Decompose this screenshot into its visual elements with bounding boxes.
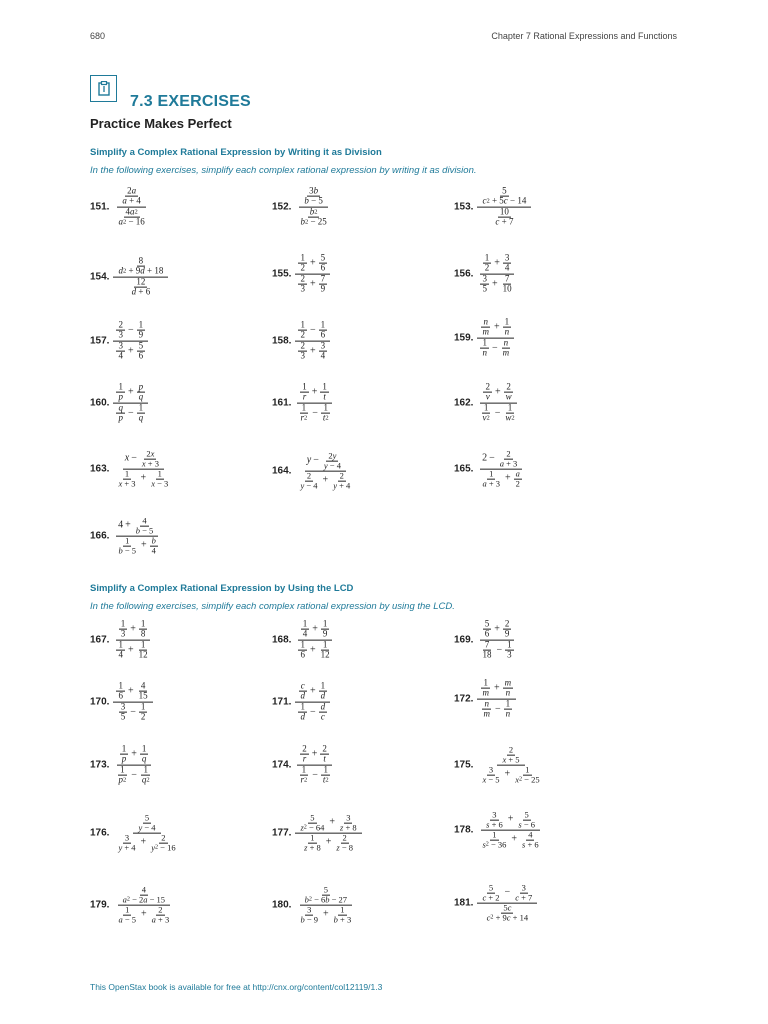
exercise-number: 153.: [454, 201, 474, 213]
expression: 5 c + 2 − 3 c + 7 5 c c 2 + 9 c + 14: [477, 884, 537, 923]
exercise: [90, 682, 154, 723]
exercise: [272, 886, 357, 925]
expression: 3 s + 6 + 5 s − 6 1 s 2 − 36 + 4 s + 6: [482, 809, 539, 850]
expression: $\frac{2}{v}$ + $\frac{2}{w}$ 1 v 2 − 1 w 2: [477, 383, 519, 424]
exercise-number: 151.: [90, 201, 110, 213]
exercise-number: 157.: [90, 335, 110, 347]
exercise: [272, 620, 336, 661]
exercise: [454, 450, 526, 489]
section-subtitle: Practice Makes Perfect: [90, 116, 232, 131]
part1-instruction: In the following exercises, simplify each complex rational expression by writing it as division.: [90, 165, 477, 176]
exercise-number: 178.: [454, 824, 474, 836]
exercise: [90, 814, 182, 853]
exercise: [272, 682, 331, 723]
exercise: [90, 745, 156, 786]
exercise-number: 181.: [454, 897, 474, 909]
exercise-number: 156.: [454, 268, 474, 280]
exercise-number: 170.: [90, 696, 110, 708]
part2-instruction: In the following exercises, simplify each complex rational expression by using the LCD.: [90, 601, 455, 612]
exercise: [90, 450, 174, 489]
exercise: [454, 318, 515, 359]
exercise-number: 158.: [272, 335, 292, 347]
exercise-number: 162.: [454, 397, 474, 409]
chapter-title: Chapter 7 Rational Expressions and Functions: [491, 31, 677, 41]
expression: 5 y − 4 3 y + 4 + 2 y 2 − 16: [118, 812, 176, 853]
exercise: [454, 811, 545, 850]
expression: $\frac{5}{6}$ + $\frac{2}{9}$ $\frac{7}{18}$ − $\frac{1}{3}$: [477, 620, 516, 661]
footer-note: This OpenStax book is available for free at http://cnx.org/content/col12119/1.3: [90, 982, 383, 992]
expression: 2 a a + 4 4 a 2 a 2 − 16: [118, 185, 145, 227]
exercise: [90, 187, 151, 228]
exercise-number: 173.: [90, 759, 110, 771]
exercise: [272, 254, 331, 295]
exercise: [454, 884, 538, 923]
exercise: [454, 679, 517, 720]
expression: 4 + 4 b − 5 1 b − 5 + $\frac{b}{4}$: [113, 517, 160, 556]
exercise: [272, 452, 356, 491]
exercise-number: 159.: [454, 332, 474, 344]
exercise: [272, 187, 333, 228]
page-number: 680: [90, 31, 106, 41]
exercise: [272, 745, 335, 786]
expression: 3 b b − 5 b 2 b 2 − 25: [300, 185, 327, 227]
exercise-number: 163.: [90, 463, 110, 475]
expression: $\frac{1}{2}$ + $\frac{5}{6}$ $\frac{2}{3}$ + $\frac{7}{9}$: [295, 254, 330, 295]
exercise: [454, 254, 518, 295]
expression: 5 c 2 + 5 c − 14 10 c + 7: [477, 187, 531, 228]
exercise: [90, 517, 162, 556]
part1-heading: Simplify a Complex Rational Expression by Writing it as Division: [90, 147, 382, 158]
expression: $\frac{1}{p}$ + $\frac{1}{q}$ 1 p 2 − 1 q 2: [118, 743, 150, 785]
exercises-icon: [90, 75, 117, 102]
exercise: [272, 383, 335, 424]
exercise: [454, 383, 521, 424]
exercise: [90, 383, 149, 424]
exercise: [90, 257, 169, 298]
exercise-number: 169.: [454, 634, 474, 646]
exercise-number: 167.: [90, 634, 110, 646]
exercise-number: 172.: [454, 693, 474, 705]
exercise-number: 174.: [272, 759, 292, 771]
exercise-number: 166.: [90, 530, 110, 542]
exercise: [90, 620, 154, 661]
exercise-number: 175.: [454, 759, 474, 771]
exercise-number: 177.: [272, 827, 292, 839]
exercise: [272, 321, 331, 362]
exercise-number: 168.: [272, 634, 292, 646]
expression: $\frac{1}{2}$ − $\frac{1}{6}$ $\frac{2}{3}$ + $\frac{3}{4}$: [295, 321, 330, 362]
expression: $\frac{1}{r}$ + $\frac{1}{t}$ 1 r 2 − 1 t 2: [295, 383, 333, 424]
exercise-number: 152.: [272, 201, 292, 213]
expression: y − 2 y y − 4 2 y − 4 + 2 y + 4: [300, 450, 351, 491]
exercise-number: 176.: [90, 827, 110, 839]
exercise-number: 180.: [272, 899, 292, 911]
section-title: 7.3 EXERCISES: [130, 93, 251, 110]
expression: $\frac{n}{m}$ + $\frac{1}{n}$ $\frac{1}{n}$ − $\frac{n}{m}$: [477, 318, 514, 359]
exercise: [454, 746, 546, 785]
expression: $\frac{1}{2}$ + $\frac{3}{4}$ $\frac{3}{5}$ + $\frac{7}{10}$: [477, 254, 516, 295]
expression: 2 x + 5 3 x − 5 + 1 x 2 − 25: [482, 744, 540, 785]
exercise-number: 155.: [272, 268, 292, 280]
exercise-number: 161.: [272, 397, 292, 409]
exercise: [454, 187, 532, 228]
expression: $\frac{2}{r}$ + $\frac{2}{t}$ 1 r 2 − 1 t 2: [295, 745, 333, 786]
expression: 2 − 2 a + 3 1 a + 3 + $\frac{a}{2}$: [477, 450, 524, 489]
exercise: [90, 321, 149, 362]
exercise: [454, 620, 518, 661]
exercise: [272, 814, 363, 853]
expression: $\frac{c}{d}$ + $\frac{1}{d}$ $\frac{1}{d}$ − $\frac{d}{c}$: [295, 682, 330, 723]
expression: 5 b 2 − 6 b − 27 3 b − 9 + 1 b + 3: [300, 884, 352, 925]
exercise-number: 171.: [272, 696, 292, 708]
exercise-number: 160.: [90, 397, 110, 409]
exercise-number: 154.: [90, 271, 110, 283]
expression: 4 a 2 − 2 a − 15 1 a − 5 + 2 a + 3: [118, 884, 170, 925]
expression: $\frac{2}{3}$ − $\frac{1}{9}$ $\frac{3}{4}$ + $\frac{5}{6}$: [113, 321, 148, 362]
expression: x − 2 x x + 3 1 x + 3 + 1 x − 3: [118, 448, 169, 489]
expression: $\frac{1}{3}$ + $\frac{1}{8}$ $\frac{1}{4}$ + $\frac{1}{12}$: [113, 620, 152, 661]
exercise-number: 165.: [454, 463, 474, 475]
expression: 8 d 2 + 9 d + 18 12 d + 6: [113, 257, 168, 298]
exercise-number: 179.: [90, 899, 110, 911]
expression: 5 z 2 − 64 + 3 z + 8 1 z + 8 + 2 z − 8: [295, 814, 361, 853]
exercise-number: 164.: [272, 465, 292, 477]
expression: $\frac{1}{6}$ + $\frac{4}{15}$ $\frac{3}{5}$ − $\frac{1}{2}$: [113, 682, 152, 723]
expression: $\frac{1}{p}$ + $\frac{p}{q}$ $\frac{q}{p}$ − $\frac{1}{q}$: [113, 383, 148, 424]
expression: $\frac{1}{4}$ + $\frac{1}{9}$ $\frac{1}{6}$ + $\frac{1}{12}$: [295, 620, 334, 661]
expression: $\frac{1}{m}$ + $\frac{m}{n}$ $\frac{n}{m}$ − $\frac{1}{n}$: [477, 679, 516, 720]
exercise: [90, 886, 175, 925]
part2-heading: Simplify a Complex Rational Expression by Using the LCD: [90, 583, 354, 594]
